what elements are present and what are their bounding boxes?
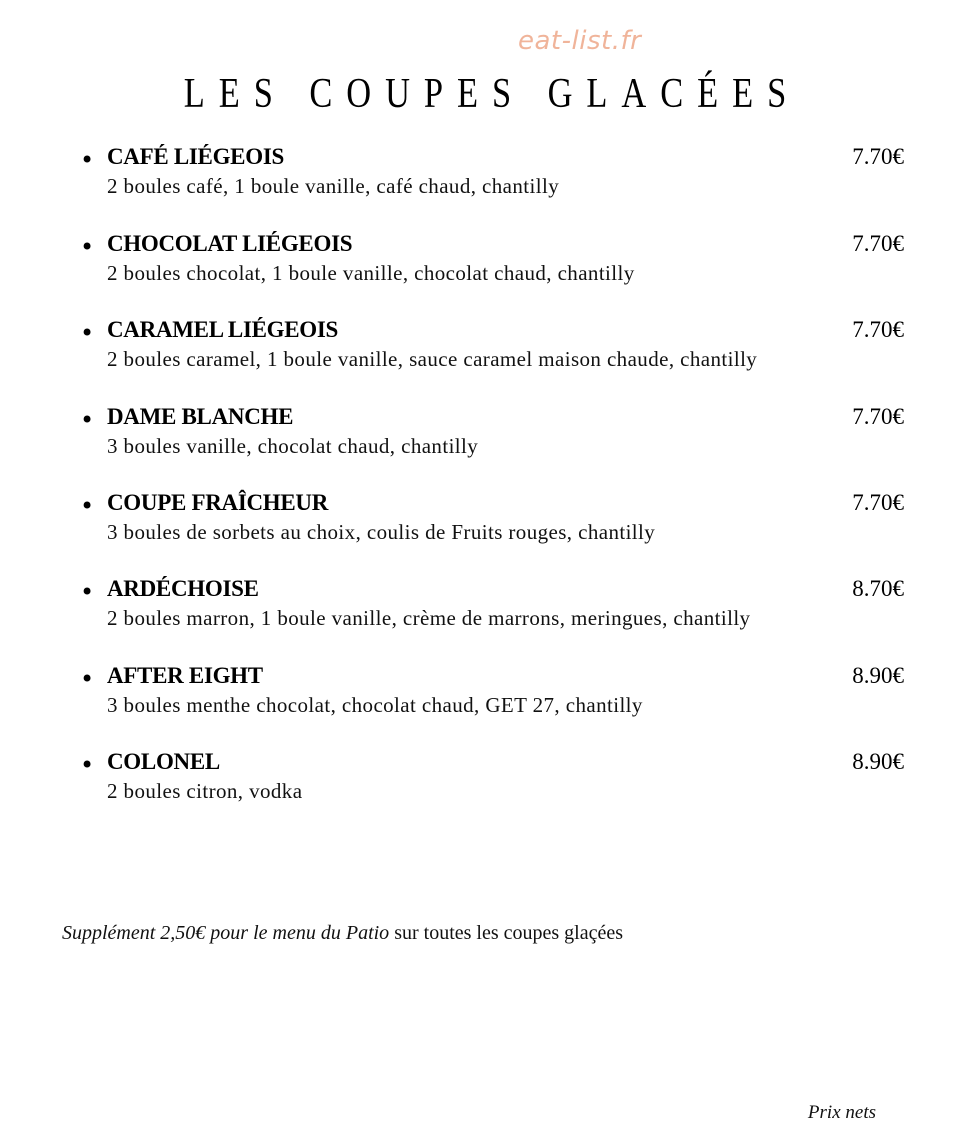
menu-item <box>0 140 970 220</box>
bullet-icon: • <box>80 751 95 779</box>
supplement-note <box>62 922 623 945</box>
item-description: 2 boules chocolat, 1 boule vanille, chocolat chaud, chantilly <box>107 261 635 285</box>
item-price: 8.90€ <box>852 663 904 688</box>
footer-note: Prix nets <box>807 1102 876 1123</box>
item-name: CARAMEL LIÉGEOIS <box>107 317 339 342</box>
item-description: 3 boules vanille, chocolat chaud, chantilly <box>107 434 479 458</box>
bullet-icon: • <box>80 146 95 174</box>
bullet-icon: • <box>80 319 95 347</box>
item-description: 3 boules menthe chocolat, chocolat chaud, GET 27, chantilly <box>107 693 643 717</box>
watermark: eat-list.fr <box>518 26 642 56</box>
item-price: 7.70€ <box>852 231 904 256</box>
menu-item <box>0 659 970 739</box>
item-price: 8.70€ <box>852 576 904 601</box>
item-name: CHOCOLAT LIÉGEOIS <box>107 231 353 256</box>
menu-item <box>0 313 970 393</box>
item-price: 7.70€ <box>852 404 904 429</box>
menu-item <box>0 400 970 480</box>
supplement-italic: Supplément 2,50€ pour le menu du Patio <box>62 922 390 944</box>
item-price: 8.90€ <box>852 749 904 774</box>
supplement-regular: sur toutes les coupes glaçées <box>389 922 624 944</box>
item-name: COUPE FRAÎCHEUR <box>107 490 329 515</box>
item-name: ARDÉCHOISE <box>107 576 259 601</box>
item-description: 3 boules de sorbets au choix, coulis de Fruits rouges, chantilly <box>107 520 656 544</box>
bullet-icon: • <box>80 578 95 606</box>
item-name: AFTER EIGHT <box>107 663 263 688</box>
menu-item <box>0 572 970 652</box>
item-description: 2 boules citron, vodka <box>107 779 303 803</box>
item-price: 7.70€ <box>852 144 904 169</box>
item-price: 7.70€ <box>852 490 904 515</box>
bullet-icon: • <box>80 665 95 693</box>
item-name: CAFÉ LIÉGEOIS <box>107 144 284 169</box>
menu-item <box>0 227 970 307</box>
item-description: 2 boules marron, 1 boule vanille, crème de marrons, meringues, chantilly <box>107 606 751 630</box>
item-price: 7.70€ <box>852 317 904 342</box>
menu-item <box>0 745 970 825</box>
item-description: 2 boules café, 1 boule vanille, café chaud, chantilly <box>107 174 560 198</box>
item-name: COLONEL <box>107 749 220 774</box>
bullet-icon: • <box>80 233 95 261</box>
item-description: 2 boules caramel, 1 boule vanille, sauce caramel maison chaude, chantilly <box>107 347 758 371</box>
item-name: DAME BLANCHE <box>107 404 294 429</box>
bullet-icon: • <box>80 492 95 520</box>
page-title: LES COUPES GLACÉES <box>183 71 801 117</box>
menu-item <box>0 486 970 566</box>
bullet-icon: • <box>80 406 95 434</box>
